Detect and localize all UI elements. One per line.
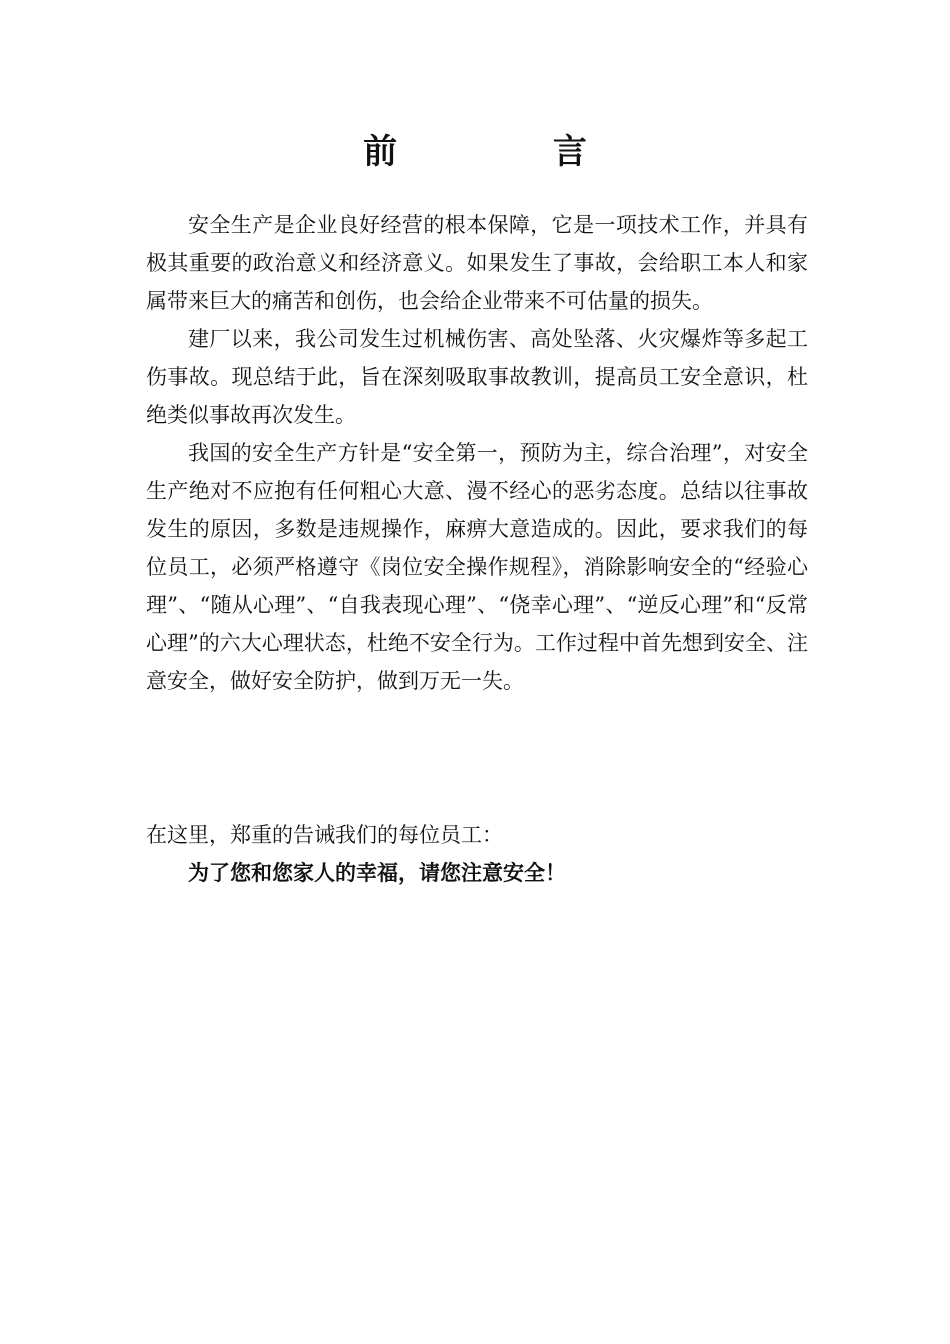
safety-slogan: 为了您和您家人的幸福，请您注意安全！ [188,860,566,885]
preface-body [146,206,808,700]
closing-section [146,816,808,892]
paragraph-3: 我国的安全生产方针是“安全第一，预防为主，综合治理”，对安全生产绝对不应抱有任何粗心大意、漫不经心的恶劣态度。总结以往事故发生的原因，多数是违规操作，麻痹大意造成的。因此，要求我们的每位员工，必须严格遵守《岗位安全操作规程》，消除影响安全的“经验心理”、“随从心理”、“自我表现心理”、“侥幸心理”、“逆反心理”和“反常心理”的六大心理状态，杜绝不安全行为。工作过程中首先想到安全、注意安全，做好安全防护，做到万无一失。 [146,441,808,693]
paragraph-1: 安全生产是企业良好经营的根本保障，它是一项技术工作，并具有极其重要的政治意义和经济意义。如果发生了事故，会给职工本人和家属带来巨大的痛苦和创伤，也会给企业带来不可估量的损失。 [146,213,808,313]
paragraph-2: 建厂以来，我公司发生过机械伤害、高处坠落、火灾爆炸等多起工伤事故。现总结于此，旨在深刻吸取事故教训，提高员工安全意识，杜绝类似事故再次发生。 [146,327,808,427]
page-title: 前 言 [363,132,659,172]
closing-line: 在这里，郑重的告诫我们的每位员工： [146,823,503,847]
